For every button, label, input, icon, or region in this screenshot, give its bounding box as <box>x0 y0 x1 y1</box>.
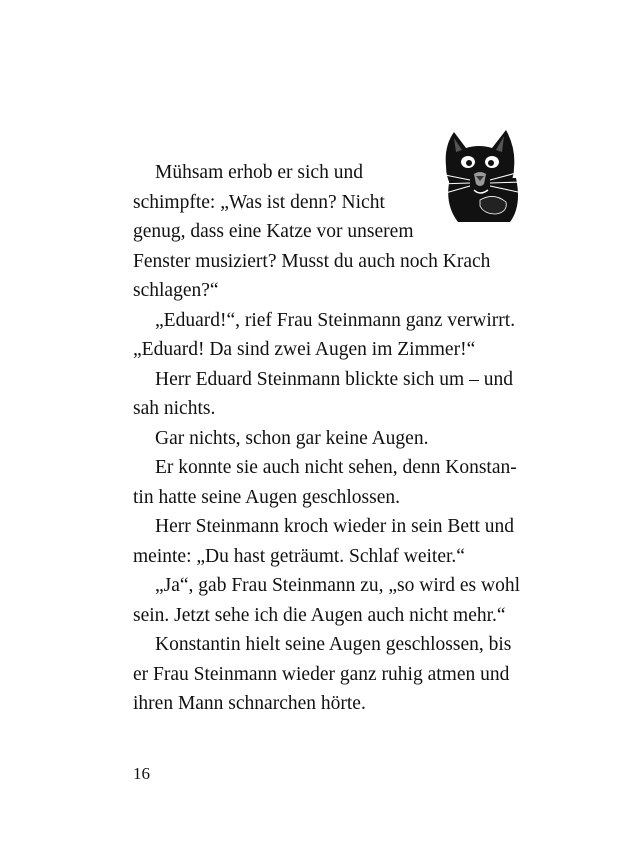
page-number: 16 <box>133 764 150 783</box>
text-line: tin hatte seine Augen geschlossen. <box>133 486 400 508</box>
text-line: Gar nichts, schon gar keine Augen. <box>155 427 429 449</box>
text-line: „Eduard! Da sind zwei Augen im Zimmer!“ <box>133 339 476 360</box>
text-line: „Ja“, gab Frau Steinmann zu, „so wird es wohl <box>155 575 520 596</box>
story-text <box>133 158 533 719</box>
text-line: genug, dass eine Katze vor unserem <box>133 221 414 242</box>
text-line: Herr Eduard Steinmann blickte sich um – und <box>155 368 513 390</box>
text-line: sein. Jetzt sehe ich die Augen auch nicht mehr.“ <box>133 604 506 626</box>
text-line: Herr Steinmann kroch wieder in sein Bett und <box>155 516 515 537</box>
text-line: schlagen?“ <box>133 280 219 301</box>
text-line: sah nichts. <box>133 398 216 419</box>
text-line: schimpfte: „Was ist denn? Nicht <box>133 191 385 213</box>
text-line: meinte: „Du hast geträumt. Schlaf weiter.“ <box>133 545 465 567</box>
text-line: ihren Mann schnarchen hörte. <box>133 693 366 714</box>
text-line: Konstantin hielt seine Augen geschlossen, bis <box>155 634 512 655</box>
text-line: Er konnte sie auch nicht sehen, denn Konstan- <box>155 457 517 478</box>
text-line: Fenster musiziert? Musst du auch noch Krach <box>133 250 491 272</box>
text-line: „Eduard!“, rief Frau Steinmann ganz verwirrt. <box>155 309 516 331</box>
text-line: Mühsam erhob er sich und <box>155 162 363 183</box>
text-line: er Frau Steinmann wieder ganz ruhig atmen und <box>133 663 510 685</box>
